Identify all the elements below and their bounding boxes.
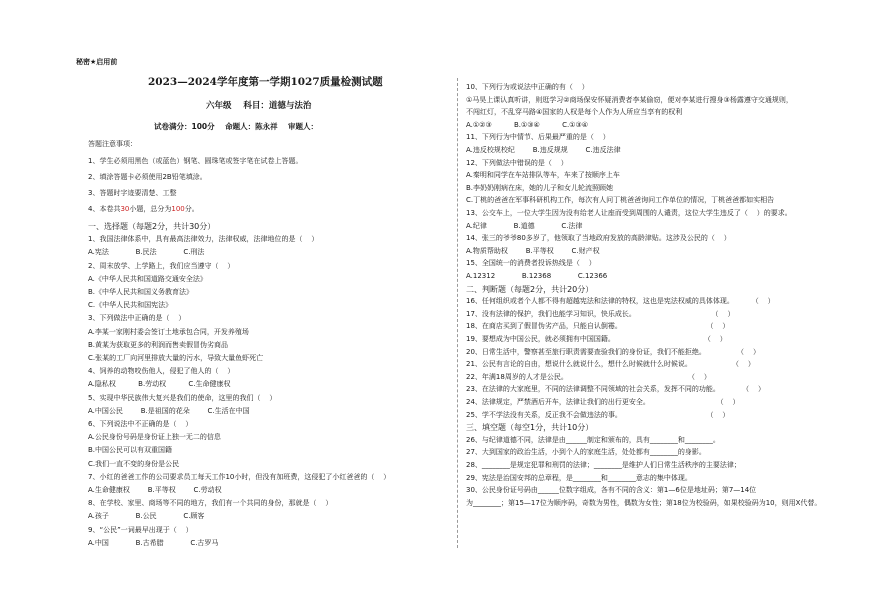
question-line: A.纪律 B.道德 C.法律 [466,221,583,230]
question-line: A.《中华人民共和国道路交通安全法》 [88,274,207,283]
question-line: 13、公交车上，一位大学生因为没有给老人让座而受到周围的人谴责，这位大学生违反了（ ）的要求。 [466,209,792,217]
question-line: A.中国公民 B.是祖国的花朵 C.生活在中国 [88,406,250,415]
section-heading: 三、填空题（每空1分，共计10分） [466,423,594,433]
question-line: 16、任何组织或者个人都不得有超越宪法和法律的特权，这也是宪法权威的具体体现。 （ ） [466,297,775,306]
notes-heading: 答题注意事项： [88,140,137,148]
question-line: 为________；第15—17位为顺序码，奇数为男性，偶数为女性；第18位为校验码，如果校验码为10，则用X代替。 [466,498,822,507]
question-line: A.公民身份号码是身份证上独一无二的信息 [88,433,221,442]
question-line: C.我们一直不变的身份是公民 [88,459,180,468]
question-line: 30、公民身份证号码由______位数字组成，各有不同的含义：第1—6位是地址码；第7—14位 [466,486,757,495]
question-line: 8、在学校、家里、商场等不同的地方，我们有一个共同的身份，那就是（ ） [88,499,333,508]
question-line: A.违反校规校纪 B.违反规规 C.违反法律 [466,146,621,154]
notes-line-4-pre: 4、本卷共 [88,205,121,213]
notes-line-4-mid: 小题，总分为 [129,205,172,213]
question-line: 不闯红灯，不乱穿马路④国家的人权是每个人作为人所应当享有的权利 [466,108,683,117]
question-line: A.孩子 B.公民 C.顾客 [88,512,205,521]
question-line: 14、张三的爷爷80多岁了，他领取了当地政府发放的高龄津贴。这涉及公民的（ ） [466,234,731,243]
question-line: A.宪法 B.民法 C.刑法 [88,248,205,257]
question-line: 2、周末放学、上学路上，我们应当遵守（ ） [88,261,235,270]
question-line: A.隐私权 B.劳动权 C.生命健康权 [88,380,231,389]
question-line: C.张某的工厂向河里排放大量的污水，导致大量鱼虾死亡 [88,354,264,362]
notes-line-4-post: 分。 [184,205,199,213]
question-line: B.《中华人民共和国义务教育法》 [88,288,194,296]
question-line: A.12312 B.12368 C.12366 [466,272,608,280]
question-line: A.①②③ B.①③④ C.①③④ [466,120,589,129]
subtitle: 六年级 科目：道德与法治 [206,101,312,111]
question-count: 30 [120,205,130,213]
question-line: 1、我国法律体系中，具有最高法律效力，法律权威，法律地位的是（ ） [88,235,319,244]
question-line: A.生命健康权 B.平等权 C.劳动权 [88,486,222,494]
exam-meta: 试卷满分：100分 命题人：陈永祥 审题人： [154,122,319,131]
question-line: B.李奶奶刚病在床，她的儿子和女儿轮流照顾她 [466,183,614,192]
question-line: 5、实现中华民族伟大复兴是我们的使命，这里的我们（ ） [88,393,277,402]
question-line: 21、公民有言论的自由，想说什么就说什么，想什么时候就什么时候说。 （ ） [466,360,755,369]
question-line: C.丁桃的爸爸在军事科研机构工作，每次有人问丁桃爸爸询问工作单位的情况，丁桃爸爸都如实相告 [466,196,775,205]
question-line: 19、要想成为中国公民，就必须拥有中国国籍。 （ ） [466,335,727,343]
question-line: 28、________是规定犯罪和刑罚的法律；________是维护人们日常生活秩序的主要法律； [466,461,741,469]
notes-line-4 [88,205,199,214]
question-line: 18、在商店买到了假冒伪劣产品，只能自认倒霉。 （ ） [466,322,730,331]
question-line: ①马昊上课认真听讲，则逛学习②商场保安怀疑消费者李某偷窃，便对李某进行搜身③杨露遵守交通规则， [466,95,793,104]
question-line: 9、“公民”一词最早出现于（ ） [88,525,193,534]
notes-line: 1、学生必须用黑色（或蓝色）钢笔、圆珠笔或签字笔在试卷上答题。 [88,157,303,165]
question-line: 27、大到国家的政治生活，小到个人的家庭生活，处处都有________的身影。 [466,448,706,457]
section-heading: 一、选择题（每题2分，共计30分） [88,222,216,231]
question-line: 6、下列说法中不正确的是（ ） [88,420,193,428]
question-line: 25、学不学法没有关系，反正我不会做违法的事。 （ ） [466,410,730,419]
question-line: 11、下列行为中情节、后果最严重的是（ ） [466,133,610,142]
question-line: 26、与纪律道德不同，法律是由______制定和颁布的，具有________和________。 [466,435,720,444]
question-line: 24、法律规定，严禁酒后开车，法律让我们的出行更安全。 （ ） [466,398,740,406]
question-line: 15、全国统一的消费者投诉热线是（ ） [466,259,596,268]
question-line: 7、小红的爸爸工作的公司要求员工每天工作10小时，但没有加班费，这侵犯了小红爸爸的（ ） [88,472,391,481]
secret-label: 秘密★启用前 [76,58,118,66]
question-line: A.秦明和同学在车站排队等车，车来了按顺序上车 [466,171,620,180]
question-line: C.《中华人民共和国宪法》 [88,301,173,310]
question-line: 17、没有法律的保护，我们也能学习知识，快乐成长。 （ ） [466,309,735,318]
question-line: A.李某一家刚村委会签订土地承包合同，开发养殖场 [88,327,249,336]
question-line: 3、下列做法中正确的是（ ） [88,314,186,323]
question-line: 23、在法律的大家庭里，不同的法律调整不同领域的社会关系，发挥不同的功能。 （ ） [466,385,766,394]
question-line: B.中国公民可以有双重国籍 [88,446,173,455]
question-line: B.黄某为获取更多的利润而售卖假冒伪劣商品 [88,340,229,349]
question-line: 10、下列行为或说法中正确的有（ ） [466,83,589,91]
question-line: 20、日常生活中，警察甚至旅行职责需要查验我们的身份证，我们不能拒绝。 （ ） [466,347,760,356]
section-heading: 二、判断题（每题2分，共计20分） [466,284,594,294]
question-line: A.中国 B.古希腊 C.古罗马 [88,538,219,547]
column-divider [457,78,458,548]
total-score: 100 [171,205,185,213]
page-title: 2023—2024学年度第一学期1027质量检测试题 [148,76,383,88]
question-line: 4、饲养的动物咬伤他人，侵犯了他人的（ ） [88,367,235,376]
question-line: 29、宪法是治国安邦的总章程，是________和________意志的集中体现。 [466,473,692,482]
notes-line: 2、填涂答题卡必须使用2B铅笔填涂。 [88,173,207,181]
question-line: A.物质帮助权 B.平等权 C.财产权 [466,246,600,255]
notes-line: 3、答题时字迹要清楚、工整 [88,189,177,197]
question-line: 22、年满18周岁的人才是公民。 （ ） [466,372,711,381]
question-line: 12、下列做法中错误的是（ ） [466,158,568,167]
